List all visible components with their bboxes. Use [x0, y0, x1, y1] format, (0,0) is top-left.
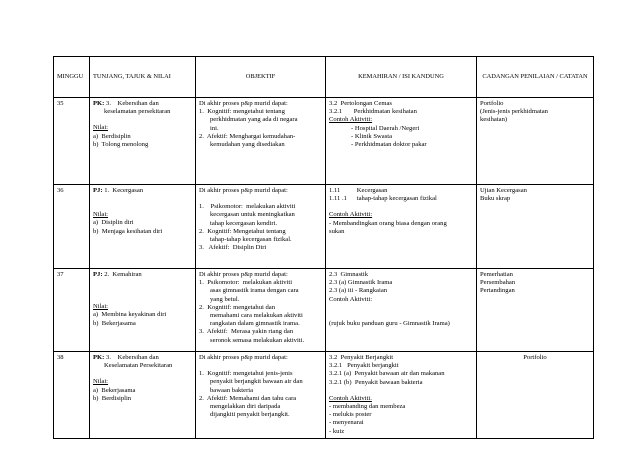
- obj-line: 1. Kognitif: mengetahui tentang: [199, 108, 285, 116]
- obj-line: 3. Afektif: Disiplin Diri: [199, 244, 267, 252]
- obj-line: kemudahan yang disediakan: [210, 141, 285, 149]
- cadangan-cell: [477, 185, 594, 269]
- obj-line: mengelakkan diri daripada: [210, 403, 281, 411]
- kem-list-item: - Perkhidmatan doktor pakar: [351, 141, 427, 149]
- kem-line: 2.3 Gimnastik: [329, 271, 369, 278]
- kem-line: 3.2.1 (a) Penyakit bawaan air dan makanan: [329, 370, 445, 378]
- nilai-item: a) Bekerjasama: [93, 386, 136, 394]
- week-number: 38: [54, 352, 90, 439]
- kem-line: 3.2.1 (b) Penyakit bawaan bakteria: [329, 378, 423, 386]
- table-row: [54, 185, 594, 269]
- cad-line: Ujian Kecergasan: [480, 187, 527, 194]
- tunjang-cell: [90, 98, 196, 185]
- nilai-label: Nilai:: [93, 303, 109, 311]
- nilai-item: a) Disiplin diri: [93, 219, 134, 227]
- header-tunjang: TUNJANG, TAJUK & NILAI: [90, 57, 196, 98]
- obj-line: memahami cara melakukan aktiviti: [210, 312, 303, 320]
- lesson-plan-table: [53, 56, 594, 439]
- kem-line: 2.3 (a) iii - Rangkaian: [329, 287, 388, 295]
- kem-list-item: - membanding dan membeza: [329, 403, 406, 411]
- obj-line: 3. Afektif: Merasa yakin riang dan: [199, 328, 294, 336]
- cadangan-cell: [477, 269, 594, 352]
- cad-line: Portfolio: [523, 354, 547, 361]
- obj-line: 1. Psikomotor: melakukan aktiviti: [199, 279, 293, 287]
- kem-list-item: - menyenarai: [329, 419, 364, 427]
- kem-line: Contoh Aktiviti:: [329, 295, 373, 303]
- kemahiran-cell: [326, 352, 477, 439]
- kem-list-item: sukan: [329, 227, 345, 235]
- obj-line: perkhidmatan yang ada di negara: [210, 116, 298, 124]
- obj-line: 2. Afektif: Memahami dan tahu cara: [199, 394, 297, 402]
- week-number: 37: [54, 269, 90, 352]
- kem-note: (rujuk buku panduan guru - Gimnastik Irama): [329, 319, 450, 327]
- tunjang-code: PJ:: [93, 271, 103, 278]
- kem-aktiviti-label: Contoh Aktiviti:: [329, 116, 373, 124]
- kem-line: 1.11 Kecergasan: [329, 187, 388, 194]
- obj-line: tahap-tahap kecergasan fizikal.: [210, 236, 292, 244]
- cad-line: Persembahan: [480, 279, 516, 287]
- table-row: [54, 352, 594, 439]
- kem-line: 2.3 (a) Gimnastik Irama: [329, 279, 393, 287]
- nilai-item: b) Berdisiplin: [93, 394, 132, 402]
- table-row: [54, 98, 594, 185]
- obj-line: 2. Kognitif: Mengetahui tentang: [199, 227, 286, 235]
- objektif-cell: [196, 185, 326, 269]
- tunjang-cell: [90, 269, 196, 352]
- obj-line: rangkaian dalam gimnastik irama.: [210, 320, 300, 328]
- kem-line: 3.2.1 Perkhidmatan kesihatan: [329, 108, 417, 116]
- nilai-item: b) Tolong menolong: [93, 140, 149, 148]
- kemahiran-cell: [326, 185, 477, 269]
- kem-list-item: - kuiz: [329, 427, 345, 435]
- kem-list-item: - Membandingkan orang biasa dengan orang: [329, 219, 447, 227]
- obj-line: 1. Kognitif: mengetahui jenis-jenis: [199, 370, 293, 378]
- obj-line: tahap kecergasan kendiri.: [210, 219, 278, 227]
- table-row: [54, 269, 594, 352]
- obj-line: 2. Afektif: Menghargai kemudahan-: [199, 132, 296, 140]
- tunjang-cell: [90, 352, 196, 439]
- nilai-item: a) Membina keyakinan diri: [93, 311, 167, 319]
- nilai-item: b) Bekerjasama: [93, 319, 136, 327]
- kem-list-item: - Klinik Swasta: [351, 132, 393, 140]
- header-cadangan: CADANGAN PENILAIAN / CATATAN: [477, 57, 594, 98]
- objektif-cell: [196, 352, 326, 439]
- objektif-cell: [196, 269, 326, 352]
- kemahiran-cell: [326, 269, 477, 352]
- obj-line: seronok semasa melakukan aktiviti.: [210, 336, 305, 344]
- cad-line: Pertandingan: [480, 287, 515, 295]
- tunjang-code: PJ:: [93, 187, 103, 194]
- week-number: 36: [54, 185, 90, 269]
- tunjang-cell: [90, 185, 196, 269]
- header-minggu: MINGGU: [54, 57, 90, 98]
- obj-line: yang betul.: [210, 295, 240, 303]
- obj-line: 2. Kognitif: mengetahui dan: [199, 303, 275, 311]
- kem-list-item: - Hospital Daerah /Negeri: [351, 124, 420, 132]
- obj-line: kecergasan untuk meningkatkan: [210, 211, 295, 219]
- cadangan-cell: [477, 352, 594, 439]
- obj-line: Di akhir proses p&p murid dapat:: [199, 100, 288, 107]
- nilai-label: Nilai:: [93, 124, 109, 132]
- tunjang-code: PK:: [93, 354, 105, 361]
- kem-aktiviti-label: Contoh Aktiviti:: [329, 211, 373, 219]
- kem-line: 3.2 Pertolongan Cemas: [329, 100, 392, 107]
- kem-line: 1.11 .1 tahap-tahap kecergasan fizikal: [329, 195, 437, 203]
- header-objektif: OBJEKTIF: [196, 57, 326, 98]
- kem-line: 3.2.1 Penyakit berjangkit: [329, 362, 399, 370]
- cad-line: (Jenis-jenis perkhidmatan: [480, 108, 548, 116]
- cadangan-cell: [477, 98, 594, 185]
- obj-line: Di akhir proses p&p murid dapat:: [199, 187, 288, 194]
- kem-line: 3.2 Penyakit Berjangkit: [329, 354, 394, 361]
- tunjang-code: PK:: [93, 100, 105, 107]
- cad-line: Portfolio: [480, 100, 504, 107]
- nilai-item: b) Menjaga kesihatan diri: [93, 227, 163, 235]
- obj-line: 1. Psikomotor: melakukan aktiviti: [199, 203, 296, 211]
- kemahiran-cell: [326, 98, 477, 185]
- nilai-item: a) Berdisiplin: [93, 132, 131, 140]
- tunjang-title: 1. Kecergasan: [104, 187, 144, 194]
- tunjang-title-cont: keselamatan persekitaran: [104, 108, 171, 116]
- kem-aktiviti-label: Contoh Aktiviti.: [329, 394, 372, 402]
- tunjang-title: 3. Kebersihan dan: [106, 100, 159, 107]
- obj-line: bawaan bakteria: [210, 386, 254, 394]
- kem-list-item: - melukis poster: [329, 411, 372, 419]
- obj-line: ini.: [210, 124, 219, 132]
- obj-line: asas gimnastik irama dengan cara: [210, 287, 299, 295]
- obj-line: penyakit berjangkit bawaan air dan: [210, 378, 303, 386]
- obj-line: Di akhir proses p&p murid dapat:: [199, 354, 288, 361]
- header-row: [54, 57, 594, 98]
- nilai-label: Nilai:: [93, 211, 109, 219]
- cad-line: kesihatan): [480, 116, 508, 124]
- cad-line: Buku skrap: [480, 195, 511, 203]
- objektif-cell: [196, 98, 326, 185]
- tunjang-title: 3. Kebersihan dan: [106, 354, 159, 361]
- obj-line: Di akhir proses p&p murid dapat:: [199, 271, 288, 278]
- obj-line: dijangkiti penyakit berjangkit.: [210, 411, 290, 419]
- tunjang-title-cont: Keselamatan Persekitaran: [104, 362, 173, 370]
- header-kemahiran: KEMAHIRAN / ISI KANDUNG: [326, 57, 477, 98]
- tunjang-title: 2. Kemahiran: [104, 271, 142, 278]
- nilai-label: Nilai:: [93, 378, 109, 386]
- cad-line: Pemerhatian: [480, 271, 513, 278]
- week-number: 35: [54, 98, 90, 185]
